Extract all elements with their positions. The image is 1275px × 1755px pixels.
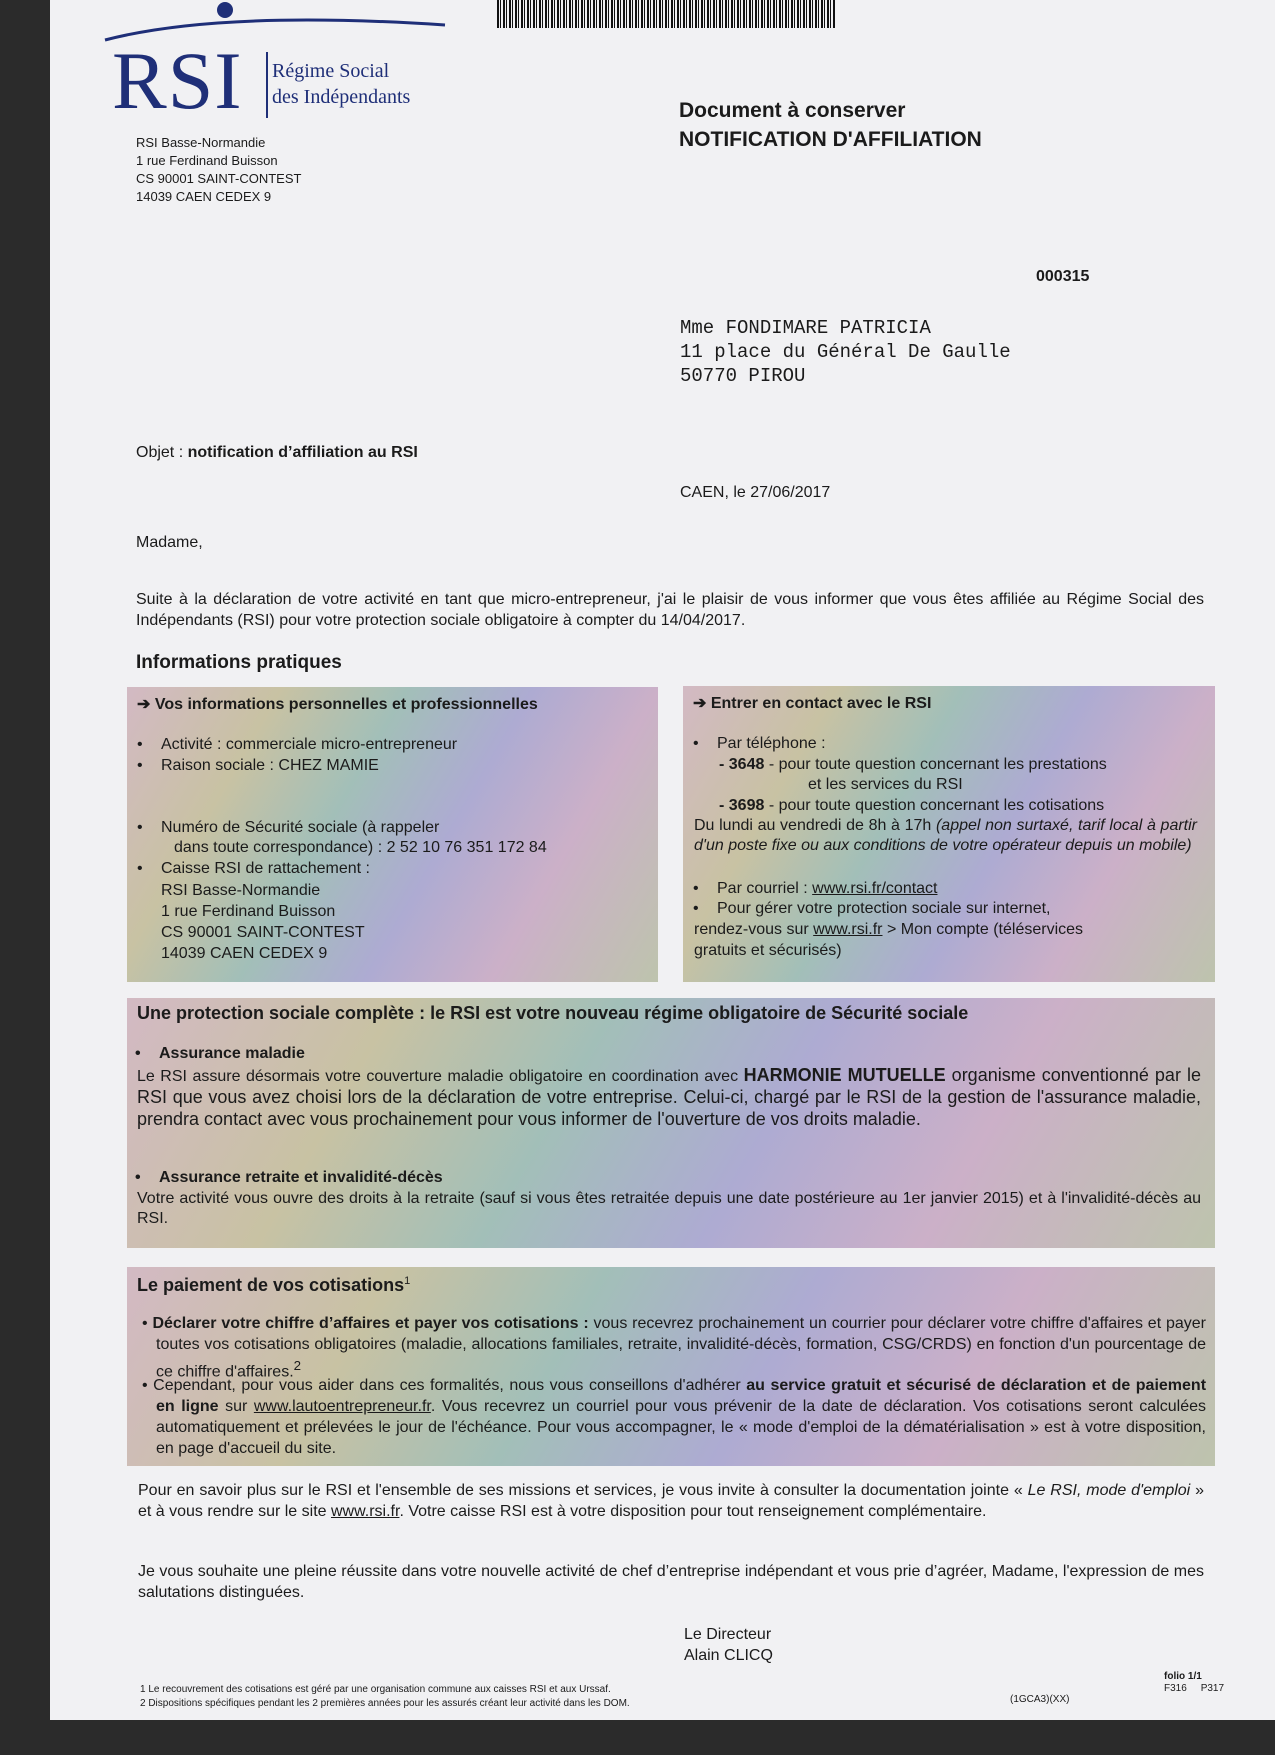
online-service-bold: au service gratuit et sécurisé de déclaration et de paiement en ligne <box>156 1377 1207 1415</box>
phone-line-3648 <box>719 755 1107 775</box>
signature <box>684 1624 773 1666</box>
logo-divider <box>266 52 268 118</box>
footnote-2: 2 Dispositions spécifiques pendant les 2 premières années pour les assurés créant leur activité dans les DOM. <box>140 1698 630 1709</box>
payment-box <box>127 1267 1215 1466</box>
phone-3648-desc: - pour toute question concernant les prestations <box>764 756 1107 773</box>
fund-address-line: RSI Basse-Normandie <box>161 882 321 899</box>
fund-address-line: CS 90001 SAINT-CONTEST <box>161 924 365 941</box>
protection-title-text: Une protection sociale complète : le RSI est votre nouveau régime obligatoire de Sécurité sociale <box>137 1003 969 1023</box>
contact-box <box>683 686 1215 982</box>
declare-bold: Déclarer votre chiffre d’affaires et payer vos cotisations : <box>152 1315 589 1332</box>
online-service-mid: sur <box>218 1398 254 1415</box>
online-service-item: • Cependant, pour vous aider dans ces formalités, nous vous conseillons d'adhérer au service gratuit et sécurisé de déclaration et de paiement en ligne sur www.lautoentrepreneur.fr. Vous recevrez un courriel pour vous prévenir de la date de déclaration. Vos cotisations seront calculées automatiquement et prélevées le jour de l'échéance. Pour vous accompagner, le « mode d'emploi de la dématérialisation » est à votre disposition, en page d'accueil du site. <box>142 1377 1207 1457</box>
health-pre: Le RSI assure désormais votre couverture maladie obligatoire en coordination avec <box>137 1068 744 1085</box>
fund-address-line: 1 rue Ferdinand Buisson <box>161 903 336 920</box>
activity-item: • Activité : commerciale micro-entrepreneur <box>161 735 457 755</box>
logo-subtitle <box>272 58 410 110</box>
barcode <box>497 0 835 28</box>
health-insurance-heading: • Assurance maladie <box>159 1044 305 1064</box>
contact-title <box>693 694 931 714</box>
online-item: • Pour gérer votre protection sociale sur internet, <box>717 899 1051 919</box>
online-item-line2 <box>694 920 1197 940</box>
letter-date: CAEN, le 27/06/2017 <box>680 484 831 501</box>
sender-line: RSI Basse-Normandie <box>136 135 266 150</box>
closing-mid: » et à vous rendre sur le site <box>138 1482 1204 1520</box>
mutual-organisation: HARMONIE MUTUELLE <box>743 1065 946 1085</box>
payment-title <box>137 1271 410 1295</box>
rsi-logo: RSI <box>112 35 243 126</box>
phone-3698-desc: - pour toute question concernant les cotisations <box>764 797 1105 814</box>
closing-post: . Votre caisse RSI est à votre disposition pour tout renseignement complémentaire. <box>399 1503 987 1520</box>
opening-hours-note: (appel non surtaxé, tarif local à partir d'un poste fixe ou aux conditions de votre opérateur depuis un mobile) <box>694 817 1197 854</box>
fund-address <box>161 880 365 964</box>
fund-address-line: 14039 CAEN CEDEX 9 <box>161 945 328 962</box>
online-pre: rendez-vous sur <box>694 921 814 938</box>
subject-text: notification d’affiliation au RSI <box>187 444 418 461</box>
personal-info-title <box>137 695 538 715</box>
email-label: Par courriel : <box>717 880 813 897</box>
personal-info-title-text: Vos informations personnelles et professionnelles <box>154 696 538 713</box>
info-section-title: Informations pratiques <box>136 652 342 673</box>
phone-number-3698: - 3698 <box>719 797 765 814</box>
contact-title-text: Entrer en contact avec le RSI <box>710 695 932 712</box>
declare-text: vous recevrez prochainement un courrier pour déclarer votre chiffre d'affaires et payer toutes vos cotisations obligatoires (maladie, allocations familiales, retraite, invalidité-décès, formation, CSG/CRDS) en fonction d'un pourcentage de ce chiffre d'affaires. <box>156 1315 1207 1381</box>
closing-pre: Pour en savoir plus sur le RSI et l'ensemble de ses missions et services, je vous invite à consulter la documentation jointe « <box>138 1482 1028 1499</box>
phone-number-3648: - 3648 <box>719 756 765 773</box>
personal-info-box <box>127 687 658 982</box>
guide-title: Le RSI, mode d'emploi <box>1027 1482 1191 1499</box>
contact-link[interactable]: www.rsi.fr/contact <box>812 880 938 897</box>
document-title-line1: Document à conserver <box>679 99 906 122</box>
online-post: > Mon compte (téléservices <box>882 921 1084 938</box>
autoentrepreneur-link[interactable]: www.lautoentrepreneur.fr <box>253 1398 431 1415</box>
document-title <box>679 96 982 154</box>
protection-title <box>137 1003 968 1023</box>
phone-line-3698 <box>719 796 1104 816</box>
social-security-item: • Numéro de Sécurité sociale (à rappeler <box>161 818 439 838</box>
signatory-title: Le Directeur <box>684 1626 772 1643</box>
online-service-pre: Cependant, pour vous aider dans ces formalités, nous vous conseillons d'adhérer <box>153 1377 747 1394</box>
protection-box <box>127 998 1215 1248</box>
closing-paragraph-1 <box>138 1480 1204 1522</box>
document-title-line2: NOTIFICATION D'AFFILIATION <box>679 128 982 151</box>
payment-title-text: Le paiement de vos cotisations <box>137 1275 405 1295</box>
online-item-line3: gratuits et sécurisés) <box>694 942 842 959</box>
reference-number: 000315 <box>1036 268 1090 285</box>
footnote-ref: 2 <box>293 1358 302 1373</box>
recipient-line: 50770 PIROU <box>680 365 806 387</box>
sender-line: CS 90001 SAINT-CONTEST <box>136 171 302 186</box>
logo-subtitle-line1: Régime Social <box>272 60 390 82</box>
sender-address <box>136 134 301 206</box>
fund-item: • Caisse RSI de rattachement : <box>161 859 370 879</box>
retirement-heading: • Assurance retraite et invalidité-décès <box>159 1168 443 1188</box>
signatory-name: Alain CLICQ <box>684 1647 773 1664</box>
folio-code-1: F316 <box>1164 1683 1187 1694</box>
footnote-ref: 1 <box>404 1275 411 1287</box>
health-post: organisme conventionné par le RSI que vous avez choisi lors de la déclaration de votre entreprise. Celui-ci, chargé par le RSI de la gestion de l'assurance maladie, prendra contact avec vous prochainement pour vous informer de l'ouverture de vos droits maladie. <box>137 1065 1201 1129</box>
online-service-post: . Vous recevrez un courriel pour vous prévenir de la date de déclaration. Vos cotisations seront calculées automatiquement et prélevées le jour de l'échéance. Pour vous accompagner, le « mode d'emploi de la dématérialisation » est à votre disposition, en page d'accueil du site. <box>156 1398 1207 1457</box>
reference-code: (1GCA3)(XX) <box>1010 1694 1070 1705</box>
phone-item: • Par téléphone : <box>717 734 826 754</box>
rsi-site-link[interactable]: www.rsi.fr <box>813 921 883 938</box>
opening-hours <box>694 816 1197 856</box>
subject-line <box>136 444 418 462</box>
company-name-item: • Raison sociale : CHEZ MAMIE <box>161 756 379 776</box>
footnote-1: 1 Le recouvrement des cotisations est géré par une organisation commune aux caisses RSI et aux Urssaf. <box>140 1684 611 1695</box>
arrow-right-icon: ➔ <box>693 695 707 712</box>
subject-label: Objet : <box>136 444 184 461</box>
logo-subtitle-line2: des Indépendants <box>272 86 411 108</box>
email-item <box>717 879 938 899</box>
folio-codes <box>1164 1683 1224 1694</box>
arrow-right-icon: ➔ <box>137 696 151 713</box>
intro-paragraph: Suite à la déclaration de votre activité en tant que micro-entrepreneur, j'ai le plaisir de vous informer que vous êtes affiliée au Régime Social des Indépendants (RSI) pour votre protection sociale obligatoire à compter du 14/04/2017. <box>136 591 1204 629</box>
declare-item: • Déclarer votre chiffre d’affaires et payer vos cotisations : vous recevrez prochainement un courrier pour déclarer votre chiffre d'affaires et payer toutes vos cotisations obligatoires (maladie, allocations familiales, retraite, invalidité-décès, formation, CSG/CRDS) en fonction d'un pourcentage de ce chiffre d'affaires.$^2$ <box>142 1315 1207 1381</box>
sender-line: 14039 CAEN CEDEX 9 <box>136 189 272 204</box>
social-security-number: dans toute correspondance) : 2 52 10 76 351 172 84 <box>174 839 547 856</box>
recipient-line: 11 place du Général De Gaulle <box>680 341 1011 363</box>
folio: folio 1/1 <box>1164 1671 1202 1682</box>
footnotes <box>140 1683 630 1711</box>
folio-code-2: P317 <box>1200 1683 1225 1694</box>
health-insurance-text <box>137 1065 1201 1131</box>
retirement-text: Votre activité vous ouvre des droits à la retraite (sauf si vous êtes retraitée depuis une date postérieure au 1er janvier 2015) et à l'invalidité-décès au RSI. <box>137 1190 1201 1227</box>
sender-line: 1 rue Ferdinand Buisson <box>136 153 278 168</box>
recipient-line: Mme FONDIMARE PATRICIA <box>680 317 931 339</box>
phone-3648-desc-cont: et les services du RSI <box>808 776 963 793</box>
closing-paragraph-2: Je vous souhaite une pleine réussite dans votre nouvelle activité de chef d’entreprise indépendant et vous prie d’agréer, Madame, l'expression de mes salutations distinguées. <box>138 1563 1204 1601</box>
recipient-address <box>680 316 1011 388</box>
rsi-site-link[interactable]: www.rsi.fr <box>330 1503 400 1520</box>
opening-hours-text: Du lundi au vendredi de 8h à 17h <box>694 817 932 834</box>
salutation: Madame, <box>136 534 203 551</box>
